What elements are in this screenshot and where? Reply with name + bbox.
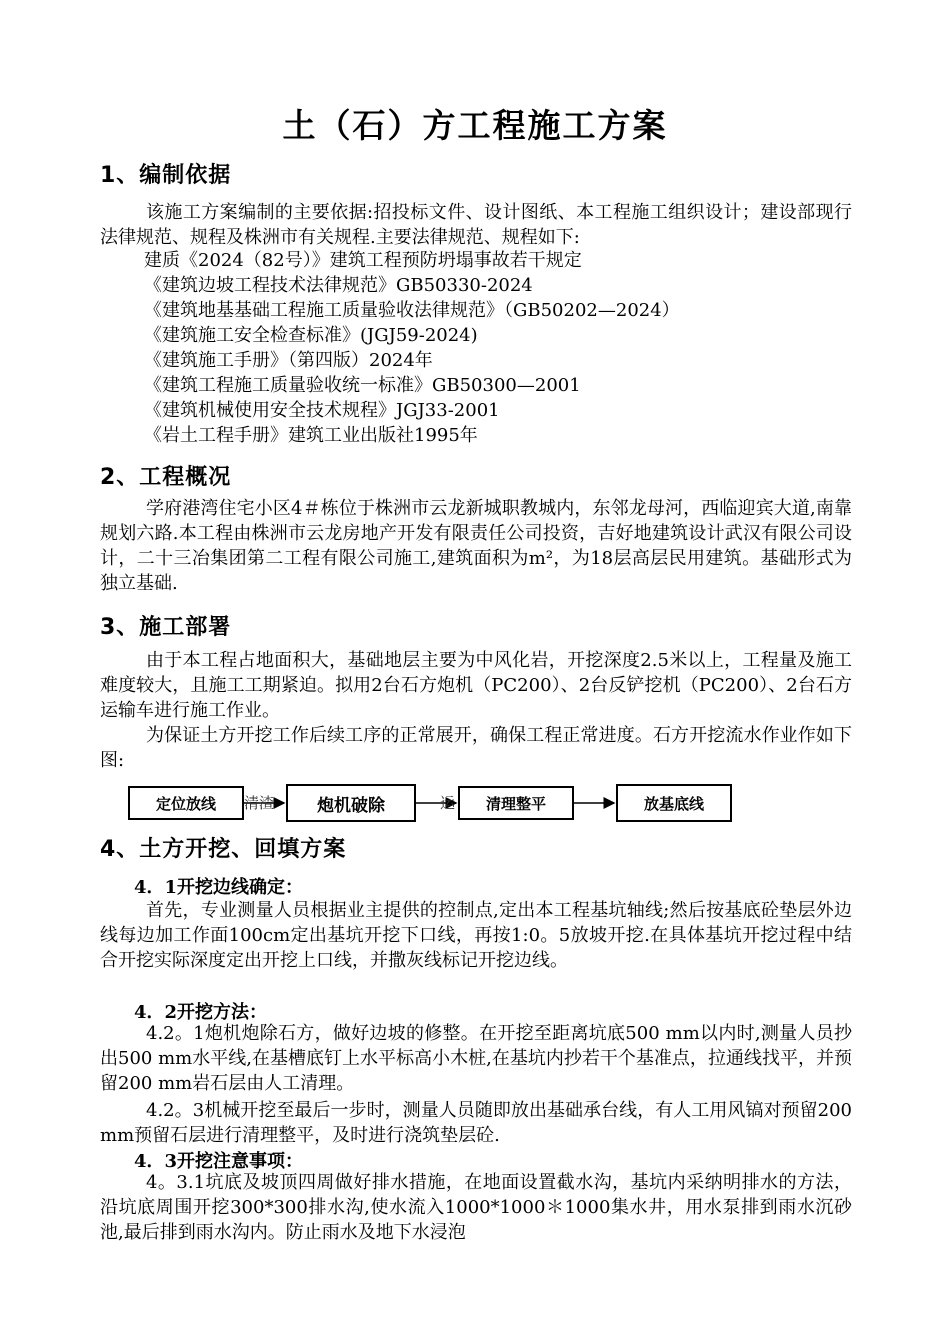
- flow-step-4: 放基底线: [616, 784, 732, 822]
- section-3-text-1: 由于本工程占地面积大，基础地层主要为中风化岩，开挖深度2.5米以上，工程量及施工难度较大，且施工工期紧迫。拟用2台石方炮机（PC200）、2台反铲挖机（PC200）、2台石方运输车进行施工作业。: [100, 650, 852, 721]
- subsection-4-2-heading: 4．2开挖方法：: [134, 1002, 268, 1023]
- section-1-intro: 该施工方案编制的主要依据:招投标文件、设计图纸、本工程施工组织设计；建设部现行法律规范、规程及株洲市有关规程.主要法律规范、规程如下:: [100, 202, 852, 248]
- section-2-text: 学府港湾住宅小区4＃栋位于株洲市云龙新城职教城内，东邻龙母河，西临迎宾大道,南靠规划六路.本工程由株洲市云龙房地产开发有限责任公司投资，吉好地建筑设计武汉有限公司设计，二十三冶集团第二工程有限公司施工,建筑面积为m²，为18层高层民用建筑。基础形式为独立基础.: [100, 498, 852, 594]
- flow-step-1: 定位放线: [128, 786, 244, 820]
- flow-connector-label: 运: [440, 794, 456, 812]
- section-4-heading: 4、土方开挖、回填方案: [100, 837, 347, 862]
- section-3-heading: 3、施工部署: [100, 615, 232, 640]
- subsection-4-3-text: 4。3.1坑底及坡顶四周做好排水措施，在地面设置截水沟，基坑内采纳明排水的方法，沿坑底周围开挖300*300排水沟,使水流入1000*1000＊1000集水井，用水泵排到雨水沉砂池,最后排到雨水沟内。防止雨水及地下水浸泡: [100, 1172, 852, 1243]
- subsection-4-3-heading: 4．3开挖注意事项：: [134, 1151, 304, 1172]
- section-1-heading: 1、编制依据: [100, 163, 232, 188]
- reference-item: 《岩土工程手册》建筑工业出版社1995年: [144, 425, 478, 446]
- flow-step-3: 清理整平: [458, 786, 574, 820]
- reference-item: 《建筑工程施工质量验收统一标准》GB50300—2001: [144, 375, 581, 396]
- reference-item: 《建筑施工手册》（第四版）2024年: [144, 350, 433, 371]
- reference-item: 建质《2024（82号）》建筑工程预防坍塌事故若干规定: [144, 250, 582, 271]
- page-title: 土（石）方工程施工方案: [282, 106, 668, 145]
- subsection-4-2-text-2: 4.2。3机械开挖至最后一步时，测量人员随即放出基础承台线，有人工用风镐对预留200 mm预留石层进行清理整平，及时进行浇筑垫层砼.: [100, 1100, 852, 1146]
- section-3-text-2: 为保证土方开挖工作后续工序的正常展开，确保工程正常进度。石方开挖流水作业作如下图:: [100, 725, 852, 771]
- reference-item: 《建筑施工安全检查标准》(JGJ59-2024): [144, 325, 478, 346]
- subsection-4-2-text-1: 4.2。1炮机炮除石方，做好边坡的修整。在开挖至距离坑底500 mm以内时,测量人员抄出500 mm水平线,在基槽底钉上水平标高小木桩,在基坑内抄若干个基准点，拉通线找平，并预留200 mm岩石层由人工清理。: [100, 1023, 852, 1094]
- subsection-4-1-heading: 4．1开挖边线确定：: [134, 877, 304, 898]
- flow-connector-label: 清渣: [244, 794, 275, 812]
- reference-item: 《建筑地基基础工程施工质量验收法律规范》（GB50202—2024）: [144, 300, 680, 321]
- section-2-heading: 2、工程概况: [100, 465, 232, 490]
- reference-item: 《建筑边坡工程技术法律规范》GB50330-2024: [144, 275, 533, 296]
- subsection-4-1-text: 首先，专业测量人员根据业主提供的控制点,定出本工程基坑轴线;然后按基底砼垫层外边线每边加工作面100cm定出基坑开挖下口线，再按1:0。5放坡开挖.在具体基坑开挖过程中结合开挖实际深度定出开挖上口线，并撒灰线标记开挖边线。: [100, 900, 852, 971]
- flow-step-2: 炮机破除: [286, 784, 416, 822]
- reference-item: 《建筑机械使用安全技术规程》JGJ33-2001: [144, 400, 500, 421]
